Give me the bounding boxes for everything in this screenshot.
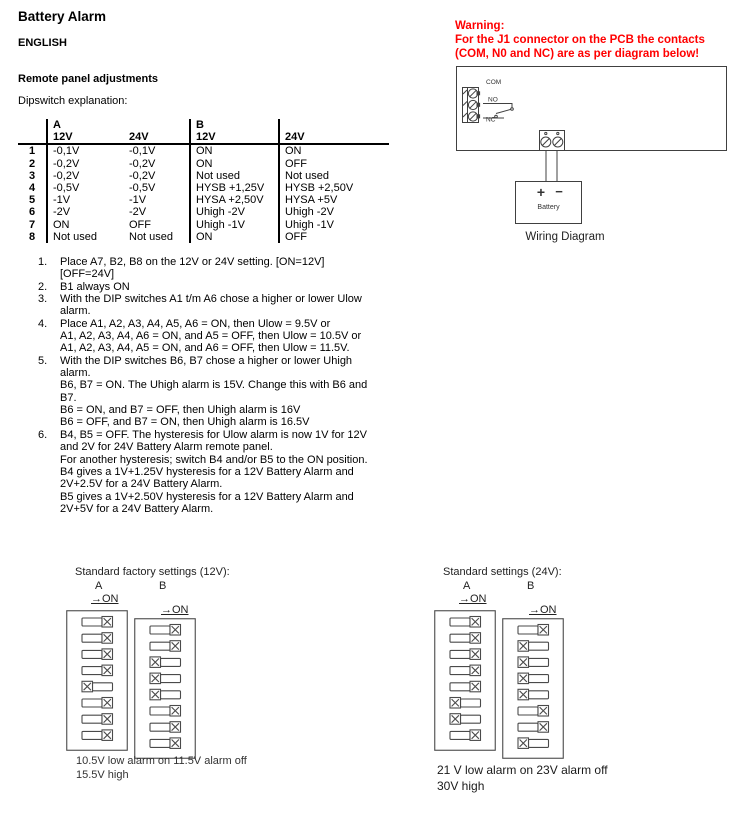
instruction-line: A1, A2, A3, A4, A5 = ON, and A6 = OFF, then Ulow = 11.5V. (60, 342, 350, 355)
instruction-line: alarm. (60, 367, 91, 380)
instruction-item (38, 281, 478, 293)
dipswitch-table (18, 119, 389, 243)
warning-line: (COM, N0 and NC) are as per diagram below! (455, 47, 700, 60)
on-direction-label-a: →ON (459, 593, 487, 605)
dip-switch-on (82, 649, 113, 660)
dip-switch-on (82, 698, 113, 709)
table-row (18, 194, 389, 206)
instructions (38, 256, 478, 515)
battery-label: Battery (537, 204, 560, 211)
wiring-diagram-caption: Wiring Diagram (525, 231, 605, 243)
table-cell: -1V (129, 194, 147, 207)
dip-switch-off (518, 689, 549, 700)
instruction-line: B1 always ON (60, 280, 130, 293)
column-b-label: B (527, 580, 535, 592)
table-cell: Uhigh -1V (279, 219, 389, 231)
diagram-caption (437, 763, 608, 794)
voltage-header: 24V (124, 131, 190, 144)
dip-switch-on (518, 706, 549, 717)
caption-line: 10.5V low alarm on 11.5V alarm off (76, 755, 247, 767)
instruction-line: B6 = ON, and B7 = OFF, then Uhigh alarm is 16V (60, 404, 301, 417)
on-direction-label-b: →ON (529, 604, 557, 616)
battery-connector (540, 131, 565, 151)
table-cell: Uhigh -2V (190, 206, 279, 218)
table-cell: Not used (47, 231, 124, 243)
dip-switch-on (450, 730, 481, 741)
section-heading: Remote panel adjustments (18, 73, 158, 85)
instruction-text (60, 355, 367, 429)
instruction-line: [OFF=24V] (60, 268, 115, 281)
battery-minus-label: − (555, 184, 563, 199)
row-number-cell: 5 (28, 194, 36, 207)
dip-switch-off (450, 698, 481, 709)
table-row (18, 219, 389, 231)
table-group-header-row (18, 119, 389, 131)
instruction-number: 6. (38, 428, 48, 441)
dip-block-a (434, 610, 496, 755)
dip-switch-block (66, 610, 128, 752)
table-cell: Not used (129, 230, 174, 243)
instruction-item (38, 318, 478, 355)
dip-block-outline (135, 619, 196, 759)
dip-switch-off (518, 738, 549, 749)
nc-label: NC (486, 116, 496, 124)
instruction-text (60, 318, 361, 355)
dip-block-b (502, 618, 564, 763)
instruction-line: alarm. (60, 305, 91, 318)
dip-switch-on (518, 722, 549, 733)
table-cell: OFF (279, 231, 389, 243)
dip-switch-block (434, 610, 496, 752)
table-cell: -0,1V (47, 144, 124, 157)
diagram-caption (76, 755, 247, 782)
dip-switch-block (502, 618, 564, 760)
group-header-b: B (190, 119, 279, 131)
warning-line: For the J1 connector on the PCB the contacts (455, 33, 705, 46)
warning-line: Warning: (455, 20, 505, 32)
instruction-item (38, 293, 478, 318)
instruction-text (60, 281, 130, 293)
table-cell: -2V (129, 206, 147, 219)
instruction-item (38, 355, 478, 429)
table-row (18, 182, 389, 194)
instruction-line: and 2V for 24V Battery Alarm remote panel. (60, 441, 273, 454)
table-cell: -0,1V (129, 145, 156, 158)
table-caption: Dipswitch explanation: (18, 95, 128, 107)
table-cell: -0,2V (47, 158, 124, 170)
instruction-line: Place A7, B2, B8 on the 12V or 24V setting. [ON=12V] (60, 256, 325, 268)
instruction-line: A1, A2, A3, A4, A6 = ON, and A5 = OFF, then Ulow = 10.5V or (60, 330, 362, 343)
instruction-number: 2. (38, 280, 48, 293)
dip-switch-off (82, 681, 113, 692)
instruction-line: B6, B7 = ON. The Uhigh alarm is 15V. Change this with B6 and (60, 379, 368, 392)
column-a-label: A (463, 580, 471, 592)
dipswitch-table-body (18, 144, 389, 243)
dip-switch-on (450, 649, 481, 660)
column-a-label: A (95, 580, 103, 592)
table-cell: ON (47, 219, 124, 231)
dip-switch-off (150, 657, 181, 668)
table-cell: ON (190, 231, 279, 243)
dip-switch-on (82, 617, 113, 628)
row-number-cell: 7 (28, 218, 36, 231)
dip-switch-off (518, 641, 549, 652)
dip-switch-on (150, 722, 181, 733)
instruction-line: 2V+2.5V for a 24V Battery Alarm. (60, 478, 223, 491)
table-row (18, 231, 389, 243)
dip-diagram-24v (428, 566, 663, 811)
voltage-header: 12V (190, 131, 279, 144)
dip-switch-off (518, 657, 549, 668)
dip-block-b (134, 618, 196, 763)
table-cell: OFF (129, 218, 151, 231)
table-cell: ON (190, 144, 279, 157)
dip-switch-on (82, 730, 113, 741)
instruction-line: B7. (60, 391, 77, 404)
instruction-text (60, 256, 324, 281)
dip-switch-on (150, 706, 181, 717)
instruction-line: With the DIP switches B6, B7 chose a higher or lower Uhigh (60, 354, 353, 367)
row-number-cell: 3 (28, 169, 36, 182)
dip-switch-on (450, 633, 481, 644)
dip-switch-off (150, 689, 181, 700)
table-row (18, 170, 389, 182)
table-cell: HYSA +5V (279, 194, 389, 206)
table-cell: ON (190, 158, 279, 170)
table-cell: Uhigh -1V (190, 219, 279, 231)
dip-switch-on (450, 665, 481, 676)
table-cell: HYSA +2,50V (190, 194, 279, 206)
instruction-number: 4. (38, 317, 48, 330)
instruction-line: For another hysteresis; switch B4 and/or B5 to the ON position. (60, 453, 368, 466)
instruction-number: 1. (38, 256, 48, 268)
dip-switch-on (450, 681, 481, 692)
group-header-a: A (47, 119, 124, 131)
dip-switch-on (150, 641, 181, 652)
row-number-cell: 8 (28, 230, 36, 243)
table-cell: -0,2V (129, 157, 156, 170)
battery-plus-label: + (536, 184, 546, 200)
table-cell: OFF (279, 158, 389, 170)
language-label: ENGLISH (18, 37, 67, 49)
table-cell: -1V (47, 194, 124, 206)
instruction-text (60, 293, 362, 318)
wiring-diagram (450, 60, 735, 255)
table-cell: Uhigh -2V (279, 206, 389, 218)
on-direction-label-a: →ON (91, 593, 119, 605)
dip-block-outline (503, 619, 564, 759)
dip-block-a (66, 610, 128, 755)
dip-diagram-12v (60, 566, 295, 811)
row-number-cell: 2 (28, 157, 36, 170)
dip-block-outline (67, 611, 128, 751)
table-row (18, 206, 389, 218)
warning (455, 20, 705, 61)
voltage-header: 12V (47, 131, 124, 144)
dip-switch-on (82, 665, 113, 676)
table-cell: HYSB +2,50V (279, 182, 389, 194)
table-cell: -0,2V (129, 169, 156, 182)
row-number-cell: 4 (28, 182, 36, 195)
instruction-line: B4 gives a 1V+1.25V hysteresis for a 12V Battery Alarm and (60, 465, 354, 478)
table-row (18, 158, 389, 170)
dip-switch-on (150, 625, 181, 636)
table-cell: -2V (47, 206, 124, 218)
dip-switch-on (518, 625, 549, 636)
table-voltage-header-row (18, 131, 389, 144)
com-label: COM (486, 79, 502, 86)
table-cell: HYSB +1,25V (190, 182, 279, 194)
row-number-cell: 6 (28, 206, 36, 219)
instruction-line: B4, B5 = OFF. The hysteresis for Ulow alarm is now 1V for 12V (60, 428, 368, 441)
instruction-item (38, 256, 478, 281)
caption-line: 15.5V high (76, 768, 129, 781)
instruction-line: B6 = OFF, and B7 = ON, then Uhigh alarm is 16.5V (60, 416, 310, 429)
dip-switch-on (82, 633, 113, 644)
dip-switch-off (518, 673, 549, 684)
dip-switch-block (134, 618, 196, 760)
table-cell: ON (279, 144, 389, 157)
caption-line: 21 V low alarm on 23V alarm off (437, 763, 608, 777)
diagram-title: Standard factory settings (12V): (75, 566, 230, 578)
instruction-number: 3. (38, 293, 48, 306)
caption-line: 30V high (437, 778, 485, 793)
diagram-title: Standard settings (24V): (443, 566, 562, 578)
dip-switch-on (450, 617, 481, 628)
j1-connector (463, 88, 480, 123)
instruction-line: With the DIP switches A1 t/m A6 chose a higher or lower Ulow (60, 293, 362, 306)
table-cell: -0,5V (129, 182, 156, 195)
dip-switch-off (150, 673, 181, 684)
dip-switch-off (450, 714, 481, 725)
instruction-line: 2V+5V for a 24V Battery Alarm. (60, 502, 214, 515)
table-row (18, 144, 389, 157)
voltage-header: 24V (279, 131, 389, 144)
instruction-number: 5. (38, 354, 48, 367)
table-cell: -0,5V (47, 182, 124, 194)
dip-switch-on (82, 714, 113, 725)
dip-switch-on (150, 738, 181, 749)
instruction-line: Place A1, A2, A3, A4, A5, A6 = ON, then Ulow = 9.5V or (60, 317, 331, 330)
dip-block-outline (435, 611, 496, 751)
table-cell: Not used (190, 170, 279, 182)
instruction-item (38, 429, 478, 515)
table-cell: -0,2V (47, 170, 124, 182)
column-b-label: B (159, 580, 167, 592)
table-cell: Not used (279, 170, 389, 182)
battery-box (516, 182, 582, 224)
instruction-line: B5 gives a 1V+2.50V hysteresis for a 12V Battery Alarm and (60, 490, 354, 503)
row-number-cell: 1 (28, 145, 36, 158)
page-title: Battery Alarm (18, 9, 107, 24)
on-direction-label-b: →ON (161, 604, 189, 616)
instruction-text (60, 429, 368, 515)
no-label: NO (488, 96, 498, 104)
